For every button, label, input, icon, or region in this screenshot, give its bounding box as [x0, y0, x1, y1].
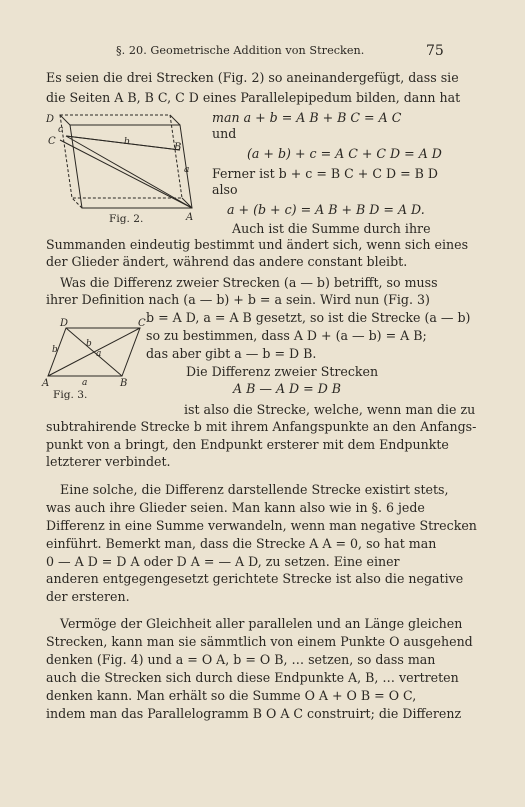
text-line: Strecken, kann man sie sämmtlich von einem Punkte O ausgehend [46, 634, 473, 649]
fig3-label-b-left: b [52, 345, 58, 355]
page-number: 75 [426, 43, 444, 59]
equation-line: A B — A D = D B [233, 381, 342, 396]
fig2-label-c: c [58, 125, 64, 135]
text-line: einführt. Bemerkt man, dass die Strecke A A = 0, so hat man [46, 536, 437, 551]
text-line: was auch ihre Glieder seien. Man kann also wie in §. 6 jede [46, 500, 425, 515]
text-line: Was die Differenz zweier Strecken (a — b) betrifft, so muss [60, 275, 438, 290]
text-line: ihrer Definition nach (a — b) + b = a sein. Wird nun (Fig. 3) [46, 292, 430, 307]
text-line: das aber gibt a — b = D B. [146, 346, 317, 361]
text-line: der Glieder ändert, während das andere constant bleibt. [46, 254, 408, 269]
text-line: Differenz in eine Summe verwandeln, wenn man negative Strecken [46, 518, 477, 533]
fig2-label-D: D [46, 114, 55, 125]
equation-line: a + (b + c) = A B + B D = A D. [227, 202, 425, 217]
text-line: ist also die Strecke, welche, wenn man die zu [184, 402, 476, 417]
figure-3-caption: Fig. 3. [53, 389, 88, 401]
fig2-label-a: a [184, 165, 190, 175]
fig3-label-a-bottom: a [82, 378, 88, 388]
text-line: Vermöge der Gleichheit aller parallelen und an Länge gleichen [60, 616, 463, 631]
text-line: so zu bestimmen, dass A D + (a — b) = A B; [146, 328, 427, 343]
fig2-label-b: b [124, 137, 130, 147]
text-line: und [212, 126, 237, 141]
text-line: subtrahirende Strecke b mit ihrem Anfangspunkte an den Anfangs- [46, 419, 477, 434]
fig3-label-B: B [120, 378, 128, 389]
text-line: 0 — A D = D A oder D A = — A D, zu setzen. Eine einer [46, 554, 400, 569]
fig3-label-b-diag: b [86, 339, 92, 349]
figure-2-parallelepiped [40, 110, 200, 223]
fig2-label-C: C [48, 136, 56, 147]
text-line: Eine solche, die Differenz darstellende Strecke existirt stets, [60, 482, 449, 497]
text-line: auch die Strecken sich durch diese Endpunkte A, B, … vertreten [46, 670, 459, 685]
text-line: indem man das Parallelogramm B O A C construirt; die Differenz [46, 706, 462, 721]
text-line: anderen entgegengesetzt gerichtete Strecke ist also die negative [46, 571, 464, 586]
figure-3-parallelogram [36, 318, 156, 388]
text-line: denken kann. Man erhält so die Summe O A + O B = O C, [46, 688, 417, 703]
text-line: b = A D, a = A B gesetzt, so ist die Strecke (a — b) [146, 310, 471, 325]
text-line: letzterer verbindet. [46, 454, 171, 469]
running-header: §. 20. Geometrische Addition von Strecken. [116, 44, 365, 57]
fig3-label-a-diag: a [96, 349, 102, 359]
fig3-label-D: D [60, 318, 69, 329]
figure-2-caption: Fig. 2. [109, 213, 144, 225]
fig2-label-B: B [174, 142, 182, 153]
text-line: Ferner ist b + c = B C + C D = B D [212, 166, 438, 181]
text-line: also [212, 182, 238, 197]
text-line: Die Differenz zweier Strecken [186, 364, 379, 379]
text-line: punkt von a bringt, den Endpunkt ersterer mit dem Endpunkte [46, 437, 449, 452]
text-line: die Seiten A B, B C, C D eines Parallelepipedum bilden, dann hat [46, 90, 461, 105]
fig2-label-A: A [186, 212, 194, 223]
fig3-label-C: C [138, 318, 146, 329]
equation-line: (a + b) + c = A C + C D = A D [247, 146, 442, 161]
text-line: der ersteren. [46, 589, 130, 604]
fig3-label-A: A [42, 378, 50, 389]
text-line: Auch ist die Summe durch ihre [232, 221, 431, 236]
text-line: Es seien die drei Strecken (Fig. 2) so aneinandergefügt, dass sie [46, 70, 459, 85]
text-line: Summanden eindeutig bestimmt und ändert sich, wenn sich eines [46, 237, 469, 252]
text-line: denken (Fig. 4) und a = O A, b = O B, … setzen, so dass man [46, 652, 436, 667]
equation-line: man a + b = A B + B C = A C [212, 110, 402, 125]
